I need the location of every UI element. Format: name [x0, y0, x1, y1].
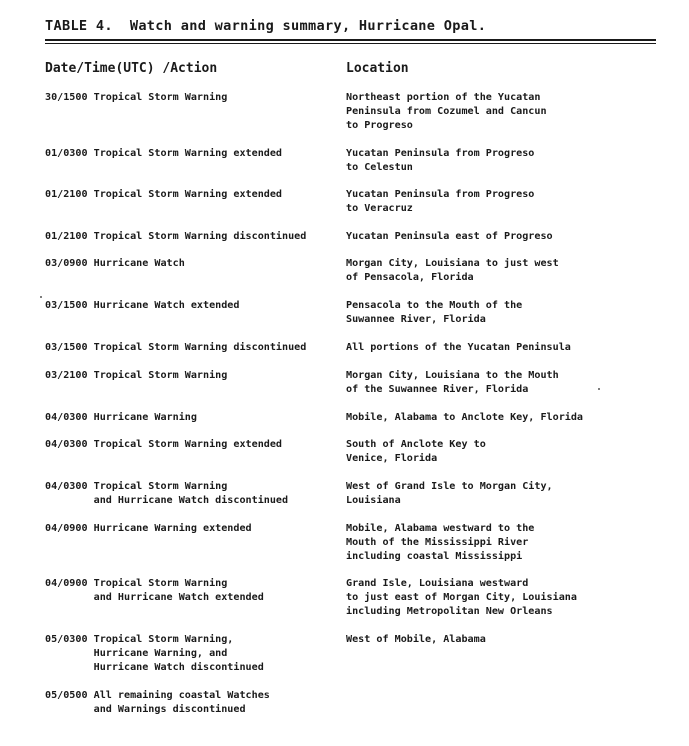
action-cell: 01/2100 Tropical Storm Warning extended: [45, 189, 283, 200]
action-cell: 03/1500 Tropical Storm Warning discontinued: [45, 342, 307, 353]
location-cell: Morgan City, Louisiana to just west of Pensacola, Florida: [346, 258, 559, 283]
location-cell: West of Mobile, Alabama: [346, 634, 486, 645]
action-cell: 01/2100 Tropical Storm Warning discontinued: [45, 231, 307, 242]
column-header-location: Location: [346, 61, 409, 76]
location-cell: Yucatan Peninsula from Progreso to Celestun: [346, 148, 535, 173]
action-cell: 05/0500 All remaining coastal Watches and Warnings discontinued: [45, 690, 270, 715]
location-cell: South of Anclote Key to Venice, Florida: [346, 439, 486, 464]
table-title: TABLE 4. Watch and warning summary, Hurricane Opal.: [45, 18, 487, 34]
action-cell: 03/0900 Hurricane Watch: [45, 258, 185, 269]
location-cell: All portions of the Yucatan Peninsula: [346, 342, 571, 353]
action-cell: 04/0300 Hurricane Warning: [45, 412, 197, 423]
location-cell: Grand Isle, Louisiana westward to just east of Morgan City, Louisiana including Metropolitan New Orleans: [346, 578, 577, 617]
location-cell: Northeast portion of the Yucatan Peninsula from Cozumel and Cancun to Progreso: [346, 92, 547, 131]
location-cell: West of Grand Isle to Morgan City, Louisiana: [346, 481, 553, 506]
action-cell: 04/0300 Tropical Storm Warning extended: [45, 439, 283, 450]
action-cell: 30/1500 Tropical Storm Warning: [45, 92, 228, 103]
action-cell: 04/0900 Tropical Storm Warning and Hurricane Watch extended: [45, 578, 264, 603]
scan-speck: [598, 388, 600, 390]
location-cell: Yucatan Peninsula east of Progreso: [346, 231, 553, 242]
scan-speck: [40, 296, 42, 298]
action-cell: 03/1500 Hurricane Watch extended: [45, 300, 240, 311]
column-header-action: Date/Time(UTC) /Action: [45, 61, 218, 76]
location-cell: Yucatan Peninsula from Progreso to Veracruz: [346, 189, 535, 214]
location-cell: Pensacola to the Mouth of the Suwannee River, Florida: [346, 300, 523, 325]
title-rule-thick: [45, 39, 656, 41]
title-rule-thin: [45, 43, 656, 44]
action-cell: 05/0300 Tropical Storm Warning, Hurricane Warning, and Hurricane Watch discontinued: [45, 634, 264, 673]
location-cell: Morgan City, Louisiana to the Mouth of the Suwannee River, Florida: [346, 370, 559, 395]
action-cell: 04/0300 Tropical Storm Warning and Hurricane Watch discontinued: [45, 481, 289, 506]
action-cell: 01/0300 Tropical Storm Warning extended: [45, 148, 283, 159]
action-cell: 03/2100 Tropical Storm Warning: [45, 370, 228, 381]
location-cell: Mobile, Alabama westward to the Mouth of the Mississippi River including coastal Mississippi: [346, 523, 535, 562]
action-cell: 04/0900 Hurricane Warning extended: [45, 523, 252, 534]
location-cell: Mobile, Alabama to Anclote Key, Florida: [346, 412, 584, 423]
